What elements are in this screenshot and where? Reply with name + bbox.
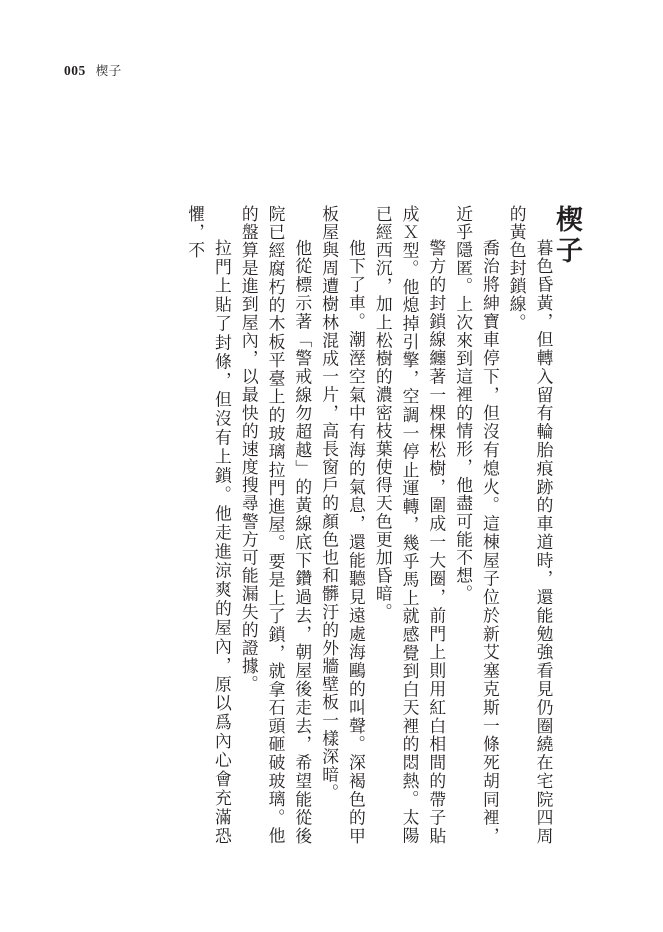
paragraph: 暮色昏黃，但轉入留有輪胎痕跡的車道時，還能勉強看見仍圈繞在宅院四周的黃色封鎖線。 [507,205,554,845]
body-text [182,205,557,845]
paragraph: 警方的封鎖線纏著一棵棵松樹，圍成一大圈，前門上則用紅白相間的帶子貼成Ｘ型。他熄掉引擎，空調一停止運轉，幾乎馬上就感覺到白天裡的悶熱。太陽已經西沉，加上松樹的濃密枝葉使得天色更加昏暗。 [373,205,447,845]
running-head-section-title: 楔子 [95,63,122,78]
paragraph: 拉門上貼了封條，但沒有上鎖。他走進涼爽的屋內，原以爲內心會充滿恐懼，不 [185,205,233,845]
running-head [64,61,122,79]
page-number: 005 [64,63,86,78]
paragraph: 他從標示著「警戒線勿超越」的黃線底下鑽過去，朝屋後走去，希望能從後院已經腐朽的木板平臺上的玻璃拉門進屋。要是上了鎖，就拿石頭砸破玻璃。他的盤算是進到屋內，以最快的速度搜尋警方可能漏失的證據。 [239,205,313,845]
paragraph: 他下了車。潮溼空氣中有海的氣息，還能聽見遠處海鷗的叫聲。深褐色的甲板屋與周遭樹林混成一片，高長窗戶的顏色也和髒汙的外牆壁板一樣深暗。 [319,205,367,845]
paragraph: 喬治將紳寶車停下，但沒有熄火。這棟屋子位於新艾塞克斯一條死胡同裡，近乎隱匿。上次來到這裡的情形，他盡可能不想。 [453,205,501,845]
chapter-title: 楔子 [551,205,582,267]
